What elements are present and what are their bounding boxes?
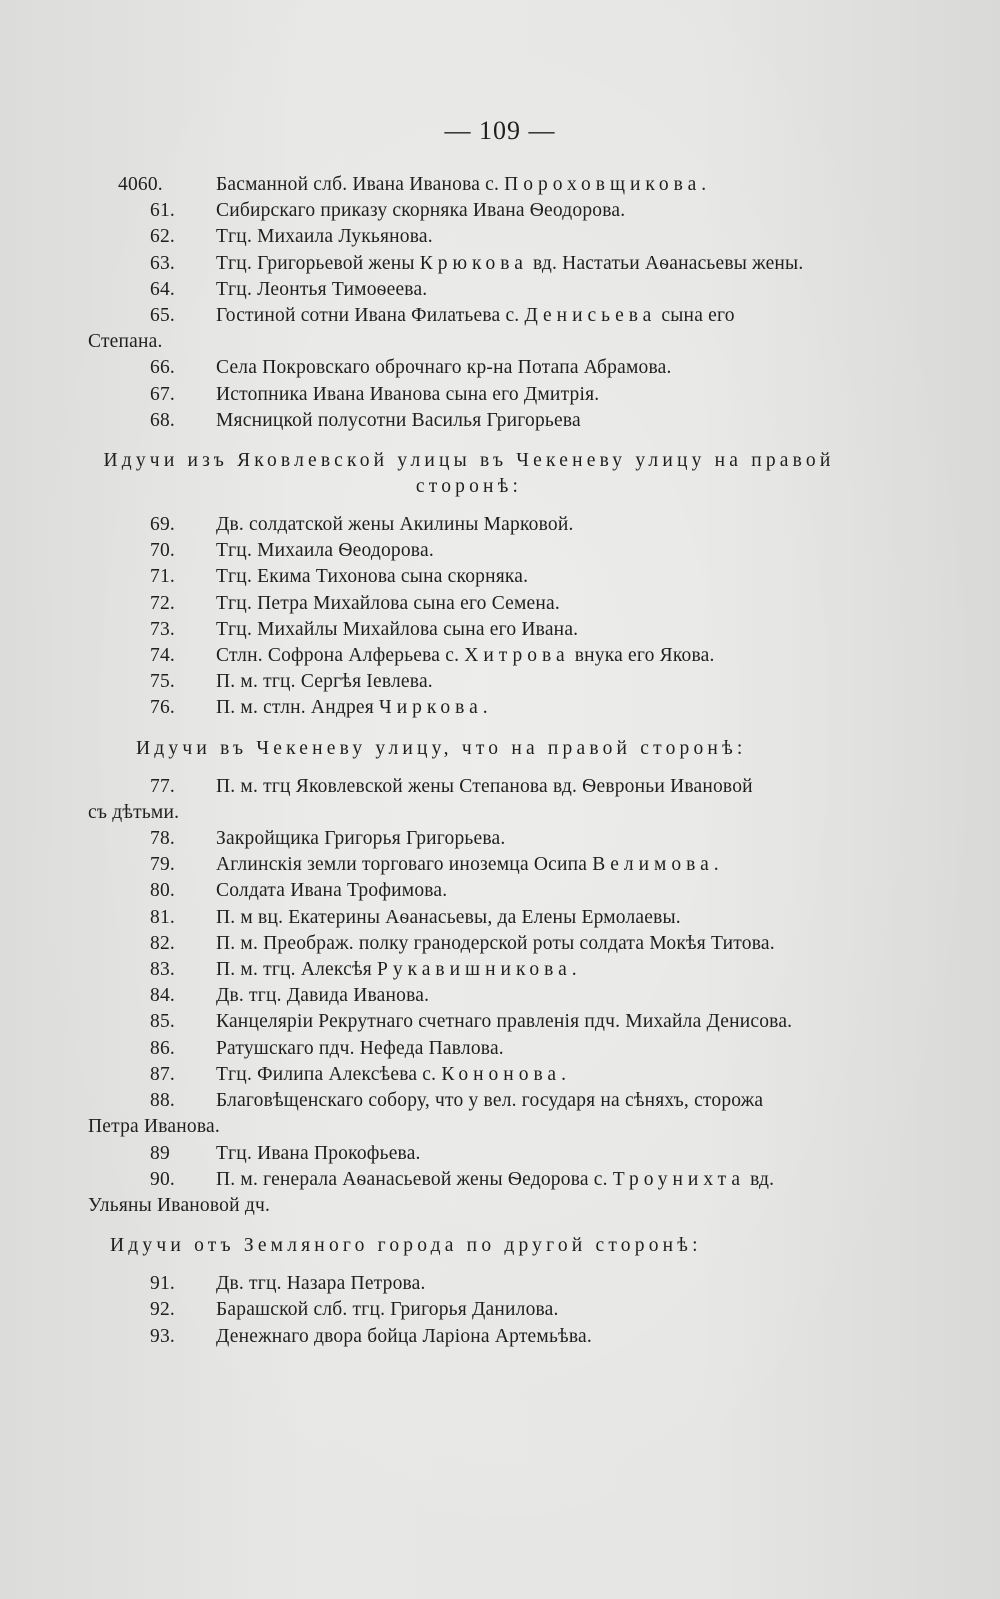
entry-text: Сибирскаго приказу скорняка Ивана Ѳеодорова.: [216, 200, 626, 222]
entry-number: 88.: [150, 1090, 175, 1112]
entry-number: 92.: [150, 1299, 175, 1321]
list-entry: [88, 1141, 850, 1167]
entry-text: Благовѣщенскаго собору, что у вел. государя на сѣняхъ, сторожа: [216, 1090, 764, 1112]
list-entry: [88, 617, 850, 643]
page-content: [88, 172, 850, 1350]
entry-number: 64.: [150, 278, 175, 300]
entry-text-tail: .: [701, 174, 707, 195]
entry-number: 76.: [150, 697, 175, 719]
entry-text: Стлн. Софрона Алферьева с.: [216, 645, 465, 667]
entry-text: Закройщика Григорья Григорьева.: [216, 828, 506, 850]
entry-number: 91.: [150, 1273, 175, 1295]
list-entry: [88, 382, 850, 408]
entry-spaced-surname: Крюкова: [419, 252, 528, 274]
list-entry: [88, 1009, 850, 1035]
list-entry: [88, 224, 850, 250]
list-entry: [88, 1271, 850, 1297]
entry-number: 81.: [150, 906, 175, 928]
list-entry: [88, 878, 850, 904]
entry-text: Тгц. Михаила Ѳеодорова.: [216, 540, 434, 562]
list-entry: [88, 983, 850, 1009]
entry-text: Дв. тгц. Назара Петрова.: [216, 1273, 426, 1295]
entry-number: 63.: [150, 252, 175, 274]
entry-text: П. м. Преображ. полку гранодерской роты солдата Мокѣя Титова.: [216, 932, 775, 954]
entry-number: 69.: [150, 514, 175, 536]
entry-text: Мясницкой полусотни Василья Григорьева: [216, 409, 581, 431]
entry-number: 74.: [150, 645, 175, 667]
list-entry: [88, 591, 850, 617]
list-entry: [88, 643, 850, 669]
list-entry: [88, 905, 850, 931]
entry-number: 75.: [150, 671, 175, 693]
list-entry: [88, 538, 850, 564]
entry-number: 67.: [150, 383, 175, 405]
list-entry: [88, 1036, 850, 1062]
list-entry: [88, 512, 850, 538]
list-entry: [88, 1297, 850, 1323]
list-entry: [88, 198, 850, 224]
entry-text: Села Покровскаго оброчнаго кр-на Потапа Абрамова.: [216, 357, 672, 379]
entry-text: Солдата Ивана Трофимова.: [216, 880, 448, 902]
entry-spaced-surname: Кононова: [441, 1063, 562, 1085]
entry-text: Истопника Ивана Иванова сына его Дмитрія.: [216, 383, 600, 405]
list-entry: [88, 408, 850, 434]
entry-text: Гостиной сотни Ивана Филатьева с.: [216, 305, 525, 327]
entry-text: П. м. тгц Яковлевской жены Степанова вд. Ѳевроньи Ивановой: [216, 775, 753, 797]
entry-number: 62.: [150, 226, 175, 248]
entry-number: 93.: [150, 1325, 175, 1347]
list-entry: [88, 852, 850, 878]
entry-number: 86.: [150, 1037, 175, 1059]
list-entry: [88, 957, 850, 983]
entry-text-tail: .: [571, 959, 577, 981]
entry-text-tail: внука его Якова.: [569, 645, 715, 667]
entry-text: Тгц. Леонтья Тимоѳеева.: [216, 278, 428, 300]
entry-text: П. м. стлн. Андрея: [216, 697, 380, 719]
entry-text: Тгц. Михайлы Михайлова сына его Ивана.: [216, 618, 579, 640]
entry-text-tail: вд. Настатьи Аѳанасьевы жены.: [527, 252, 804, 274]
entry-number: 68.: [150, 409, 175, 431]
entry-number: 80.: [150, 880, 175, 902]
entry-number: 89: [150, 1142, 170, 1164]
entry-spaced-surname: Велимова: [592, 854, 714, 876]
entry-text-tail: .: [482, 697, 488, 719]
entry-spaced-surname: Денисьева: [524, 305, 657, 327]
list-entry: [88, 1088, 850, 1140]
entry-number: 78.: [150, 828, 175, 850]
entry-number: 90.: [150, 1168, 175, 1190]
entry-text: Аглинскія земли торговаго иноземца Осипа: [216, 854, 593, 876]
entry-number: 71.: [150, 566, 175, 588]
entry-continuation: съ дѣтьми.: [88, 801, 180, 823]
list-entry: [88, 669, 850, 695]
entry-text: Басманной слб. Ивана Иванова с.: [216, 174, 505, 195]
entry-text: П. м. генерала Аѳанасьевой жены Ѳедорова с.: [216, 1168, 613, 1190]
entry-continuation: Ульяны Ивановой дч.: [88, 1194, 271, 1216]
list-entry: [88, 774, 850, 826]
list-entry: [88, 251, 850, 277]
entry-spaced-surname: Чиркова: [379, 697, 483, 719]
entry-spaced-surname: Хитрова: [464, 645, 570, 667]
entry-continuation: Степана.: [88, 331, 163, 353]
list-entry: [88, 355, 850, 381]
entry-number: 73.: [150, 618, 175, 640]
entry-continuation: Петра Иванова.: [88, 1116, 220, 1138]
entry-text: Дв. солдатской жены Акилины Марковой.: [216, 514, 574, 536]
entry-text: Тгц. Филипа Алексѣева с.: [216, 1063, 442, 1085]
list-entry: [88, 931, 850, 957]
entry-text: Дв. тгц. Давида Иванова.: [216, 985, 430, 1007]
entry-text: Тгц. Ивана Прокофьева.: [216, 1142, 421, 1164]
page-number: — 109 —: [444, 116, 556, 145]
entry-text: Тгц. Михаила Лукьянова.: [216, 226, 433, 248]
section-heading: Идучи отъ Земляного города по другой сторонѣ:: [110, 1235, 702, 1257]
entry-spaced-surname: Троунихта: [612, 1168, 746, 1190]
entry-number: 85.: [150, 1011, 175, 1033]
entry-text-tail: .: [561, 1063, 567, 1085]
entry-text: П. м вц. Екатерины Аѳанасьевы, да Елены Ермолаевы.: [216, 906, 681, 928]
entry-text: П. м. тгц. Сергѣя Іевлева.: [216, 671, 433, 693]
list-entry: [88, 1062, 850, 1088]
entry-text-tail: .: [713, 854, 719, 876]
entry-text: П. м. тгц. Алексѣя: [216, 959, 377, 981]
list-entry: [88, 564, 850, 590]
list-entry: [88, 1324, 850, 1350]
list-entry: [88, 695, 850, 721]
entry-number: 65.: [150, 305, 175, 327]
entry-number: 84.: [150, 985, 175, 1007]
entry-number: 79.: [150, 854, 175, 876]
section-heading: Идучи въ Чекеневу улицу, что на правой сторонѣ:: [136, 737, 747, 759]
entry-text-tail: сына его: [656, 305, 735, 327]
entry-number: 82.: [150, 932, 175, 954]
list-entry: [88, 172, 850, 198]
list-entry: [88, 1167, 850, 1219]
entry-number: 70.: [150, 540, 175, 562]
entry-number: 4060.: [118, 174, 163, 195]
entry-spaced-surname: Рукавишникова: [376, 959, 572, 981]
entry-number: 72.: [150, 592, 175, 614]
entry-number: 66.: [150, 357, 175, 379]
entry-text: Тгц. Екима Тихонова сына скорняка.: [216, 566, 529, 588]
entry-number: 61.: [150, 200, 175, 222]
section-heading: Идучи изъ Яковлевской улицы въ Чекеневу улицу на правой сторонѣ:: [103, 450, 835, 498]
sections-container: [88, 172, 850, 1350]
list-entry: [88, 303, 850, 355]
entry-number: 77.: [150, 775, 175, 797]
list-entry: [88, 277, 850, 303]
entry-text-tail: вд.: [745, 1168, 775, 1190]
entry-number: 87.: [150, 1063, 175, 1085]
entry-text: Барашской слб. тгц. Григорья Данилова.: [216, 1299, 559, 1321]
list-entry: [88, 826, 850, 852]
entry-text: Тгц. Петра Михайлова сына его Семена.: [216, 592, 560, 614]
entry-text: Тгц. Григорьевой жены: [216, 252, 420, 274]
entry-number: 83.: [150, 959, 175, 981]
entry-text: Канцеляріи Рекрутнаго счетнаго правленія пдч. Михайла Денисова.: [216, 1011, 793, 1033]
entry-text: Ратушскаго пдч. Нефеда Павлова.: [216, 1037, 504, 1059]
entry-spaced-surname: Пороховщикова: [504, 174, 702, 195]
entry-text: Денежнаго двора бойца Ларіона Артемьѣва.: [216, 1325, 592, 1347]
